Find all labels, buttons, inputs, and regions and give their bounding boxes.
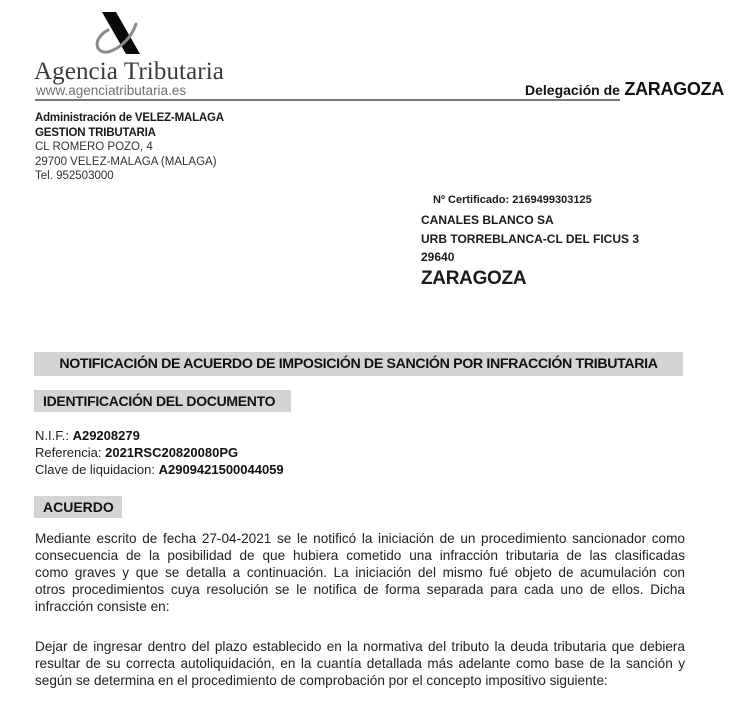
sender-phone: Tel. 952503000 [35, 170, 114, 182]
logo-name: Agencia Tributaria [34, 58, 224, 85]
paragraph-line: infracción consiste en: [35, 599, 170, 614]
sender-administration: Administración de VELEZ-MALAGA [35, 112, 224, 124]
sender-city: 29700 VELEZ-MALAGA (MALAGA) [35, 155, 217, 168]
acuerdo-paragraph-1 [35, 530, 685, 615]
recipient-postal-code: 29640 [421, 250, 455, 264]
sender-address-block [35, 111, 224, 184]
nif-label: N.I.F.: [35, 428, 69, 443]
paragraph-line: Dejar de ingresar dentro del plazo establecido en la normativa del tributo la deuda tributaria que debiera [35, 639, 685, 654]
agencia-tributaria-logo-icon [92, 10, 148, 58]
clave-liquidacion-label: Clave de liquidacion: [35, 462, 155, 477]
paragraph-line: consecuencia de la posibilidad de que hubiera cometido una infracción tributaria de las clasificadas [35, 548, 685, 563]
recipient-address: URB TORREBLANCA-CL DEL FICUS 3 [421, 232, 640, 246]
sender-street: CL ROMERO POZO, 4 [35, 141, 153, 153]
referencia-label: Referencia: [35, 445, 102, 460]
paragraph-line: según se determina en el procedimiento de comprobación por el concepto impositivo siguiente: [35, 673, 608, 688]
certificate-number: Nº Certificado: 2169499303125 [433, 194, 592, 206]
clave-liquidacion-field [35, 462, 284, 477]
delegacion [525, 79, 724, 100]
referencia-value: 2021RSC20820080PG [105, 445, 239, 460]
paragraph-line: Mediante escrito de fecha 27-04-2021 se le notificó la iniciación de un procedimiento sancionador como [35, 531, 685, 546]
nif-value: A29208279 [72, 428, 140, 443]
delegacion-city: ZARAGOZA [624, 79, 724, 99]
acuerdo-paragraph-2 [35, 638, 685, 689]
delegacion-label: Delegación de [525, 82, 620, 98]
logo-url: www.agenciatributaria.es [36, 83, 187, 98]
recipient-name: CANALES BLANCO SA [421, 213, 554, 227]
acuerdo-heading: ACUERDO [34, 496, 122, 518]
sender-department: GESTION TRIBUTARIA [35, 126, 156, 139]
paragraph-line: resultar de su correcta autoliquidación, en la cuantía detallada más adelante como base de la sanción y [35, 656, 685, 671]
clave-liquidacion-value: A2909421500044059 [158, 462, 284, 477]
nif-field [35, 428, 140, 443]
document-title: NOTIFICACIÓN DE ACUERDO DE IMPOSICIÓN DE SANCIÓN POR INFRACCIÓN TRIBUTARIA [34, 352, 683, 376]
paragraph-line: otros procedimientos cuya resolución se le notifica de forma separada para cada uno de ellos. Dicha [35, 582, 685, 597]
referencia-field [35, 445, 238, 460]
identification-heading: IDENTIFICACIÓN DEL DOCUMENTO [34, 390, 291, 412]
paragraph-line: como graves y que se detalla a continuación. La iniciación del mismo fué objeto de acumulación con [35, 565, 685, 580]
recipient-city: ZARAGOZA [421, 268, 527, 289]
